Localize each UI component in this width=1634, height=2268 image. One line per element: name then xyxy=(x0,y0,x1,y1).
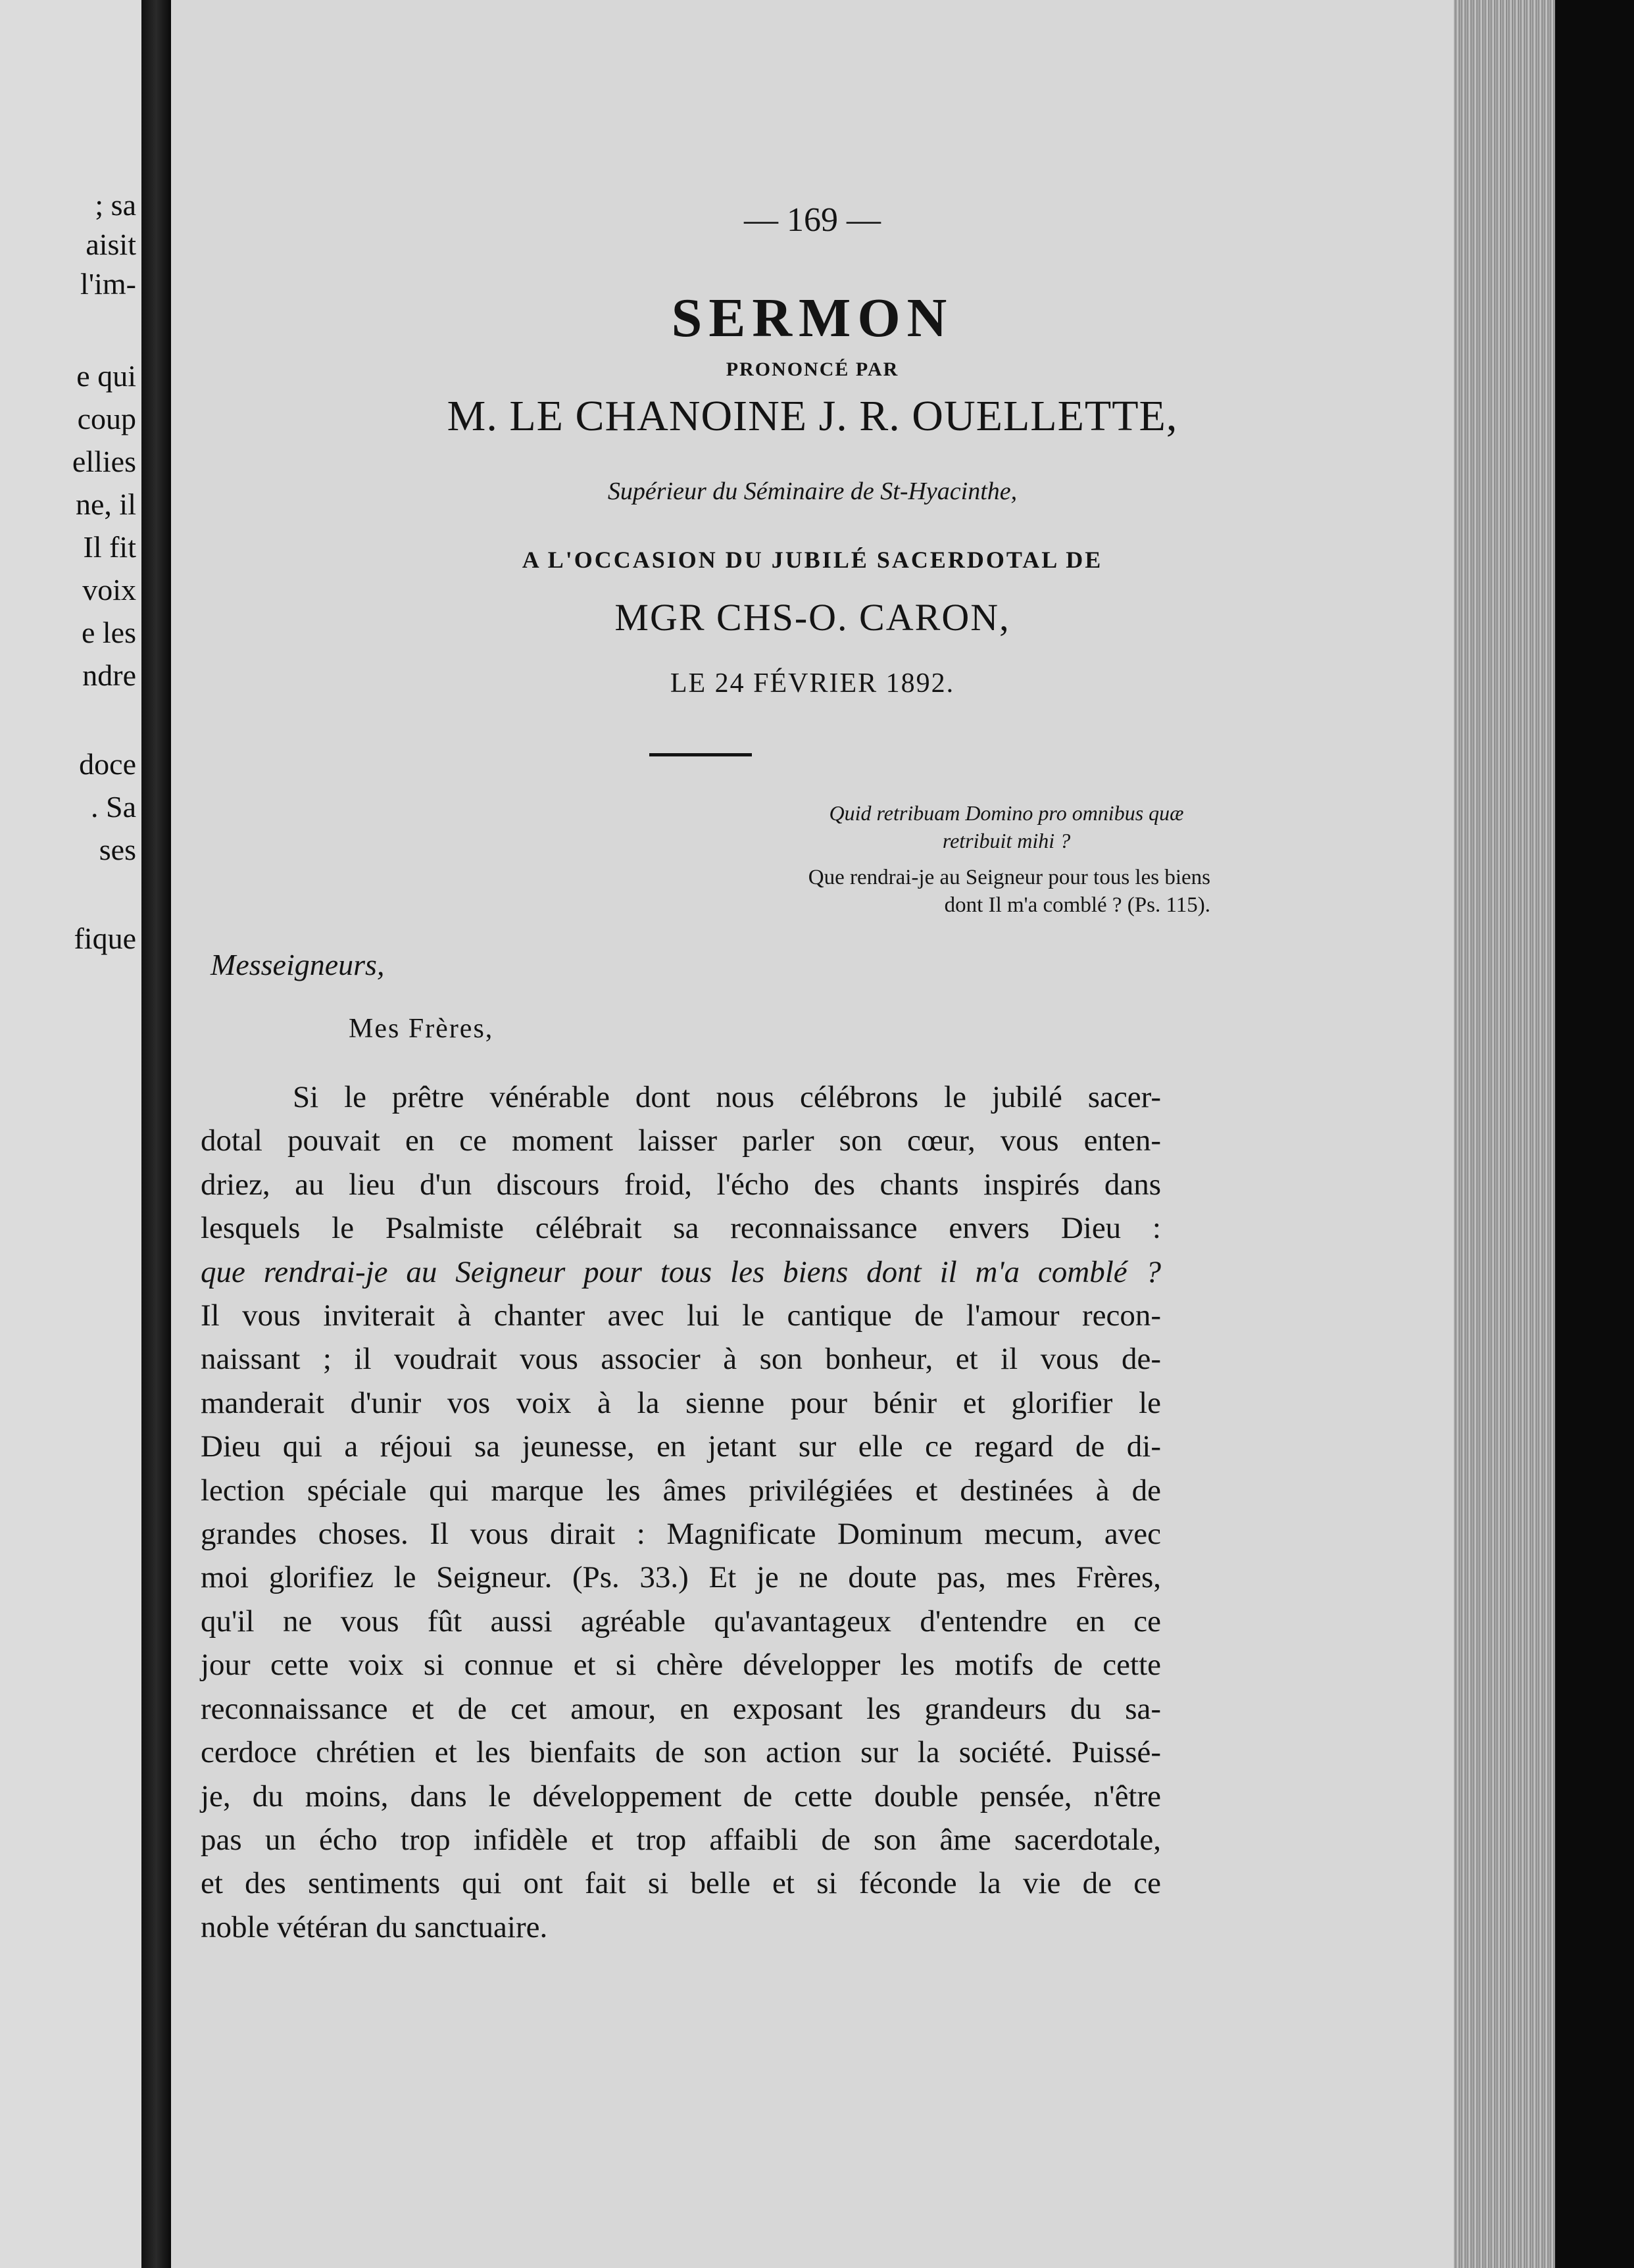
body-line: jour cette voix si connue et si chère développer les motifs de cette xyxy=(201,1648,1161,1683)
body-line: dotal pouvait en ce moment laisser parler son cœur, vous enten- xyxy=(201,1123,1161,1158)
previous-page-line: ellies xyxy=(72,445,136,478)
previous-page-line: . Sa xyxy=(91,790,136,824)
body-line: Si le prêtre vénérable dont nous célébrons le jubilé sacer- xyxy=(293,1080,1161,1114)
previous-page-line: ; sa xyxy=(95,188,136,222)
epigraph-latin: Quid retribuam Domino pro omnibus quæ retribuit mihi ? xyxy=(829,801,1184,852)
body-line: grandes choses. Il vous dirait : Magnificate Dominum mecum, avec xyxy=(201,1517,1161,1552)
previous-page-line: ne, il xyxy=(76,487,136,521)
epigraph xyxy=(803,799,1210,919)
body-line: que rendrai-je au Seigneur pour tous les biens dont il m'a comblé ? xyxy=(201,1254,1161,1289)
body-line: et des sentiments qui ont fait si belle et si féconde la vie de ce xyxy=(201,1866,1161,1901)
body-line: moi glorifiez le Seigneur. (Ps. 33.) Et je ne doute pas, mes Frères, xyxy=(201,1560,1161,1595)
body-line: je, du moins, dans le développement de cette double pensée, n'être xyxy=(201,1779,1161,1813)
previous-page-line: ndre xyxy=(82,658,136,692)
previous-page-line: fique xyxy=(74,922,136,955)
scanned-page xyxy=(171,0,1454,2268)
body-line: lection spéciale qui marque les âmes privilégiées et destinées à de xyxy=(201,1473,1161,1508)
previous-page-line: doce xyxy=(79,747,136,781)
book-gutter xyxy=(141,0,171,2268)
previous-page-edge xyxy=(0,0,141,2268)
previous-page-line: Il fit xyxy=(83,530,136,564)
body-line: cerdoce chrétien et les bienfaits de son action sur la société. Puissé- xyxy=(201,1735,1161,1770)
previous-page-line: ses xyxy=(99,833,136,866)
epigraph-french: Que rendrai-je au Seigneur pour tous les biens dont Il m'a comblé ? (Ps. 115). xyxy=(808,866,1210,917)
page-stack-edge xyxy=(1454,0,1634,2268)
previous-page-line: voix xyxy=(82,573,136,606)
sermon-body xyxy=(201,1075,1161,1949)
previous-page-line: e les xyxy=(81,616,136,649)
body-line: reconnaissance et de cet amour, en exposant les grandeurs du sa- xyxy=(201,1691,1161,1726)
previous-page-line: aisit xyxy=(86,228,136,261)
body-line: pas un écho trop infidèle et trop affaibli de son âme sacerdotale, xyxy=(201,1822,1161,1857)
body-line: Il vous inviterait à chanter avec lui le cantique de l'amour recon- xyxy=(201,1298,1161,1333)
sermon-date: LE 24 FÉVRIER 1892. xyxy=(670,668,955,699)
scan-background xyxy=(1555,0,1634,2268)
body-line: qu'il ne vous fût aussi agréable qu'avantageux d'entendre en ce xyxy=(201,1604,1161,1639)
salutation-messeigneurs: Messeigneurs, xyxy=(210,948,385,981)
section-divider xyxy=(649,753,752,756)
body-line: driez, au lieu d'un discours froid, l'écho des chants inspirés dans xyxy=(201,1167,1161,1202)
body-line: manderait d'unir vos voix à la sienne pour bénir et glorifier le xyxy=(201,1385,1161,1420)
previous-page-line: l'im- xyxy=(80,267,136,301)
body-line: lesquels le Psalmiste célébrait sa reconnaissance envers Dieu : xyxy=(201,1211,1161,1246)
page-number: — 169 — xyxy=(744,201,881,239)
pronounced-by: PRONONCÉ PAR xyxy=(726,358,899,380)
body-line: Dieu qui a réjoui sa jeunesse, en jetant sur elle ce regard de di- xyxy=(201,1429,1161,1464)
salutation-mes-freres: Mes Frères, xyxy=(349,1014,494,1044)
author-name: M. LE CHANOINE J. R. OUELLETTE, xyxy=(447,392,1178,440)
sermon-title: SERMON xyxy=(671,287,954,349)
author-role: Supérieur du Séminaire de St-Hyacinthe, xyxy=(607,478,1018,505)
body-line: noble vétéran du sanctuaire. xyxy=(201,1910,548,1944)
occasion-line: A L'OCCASION DU JUBILÉ SACERDOTAL DE xyxy=(522,547,1103,573)
honoree-name: MGR CHS-O. CARON, xyxy=(614,596,1010,639)
previous-page-line: e qui xyxy=(76,359,136,393)
body-line: naissant ; il voudrait vous associer à son bonheur, et il vous de- xyxy=(201,1342,1161,1377)
previous-page-line: coup xyxy=(77,402,136,435)
